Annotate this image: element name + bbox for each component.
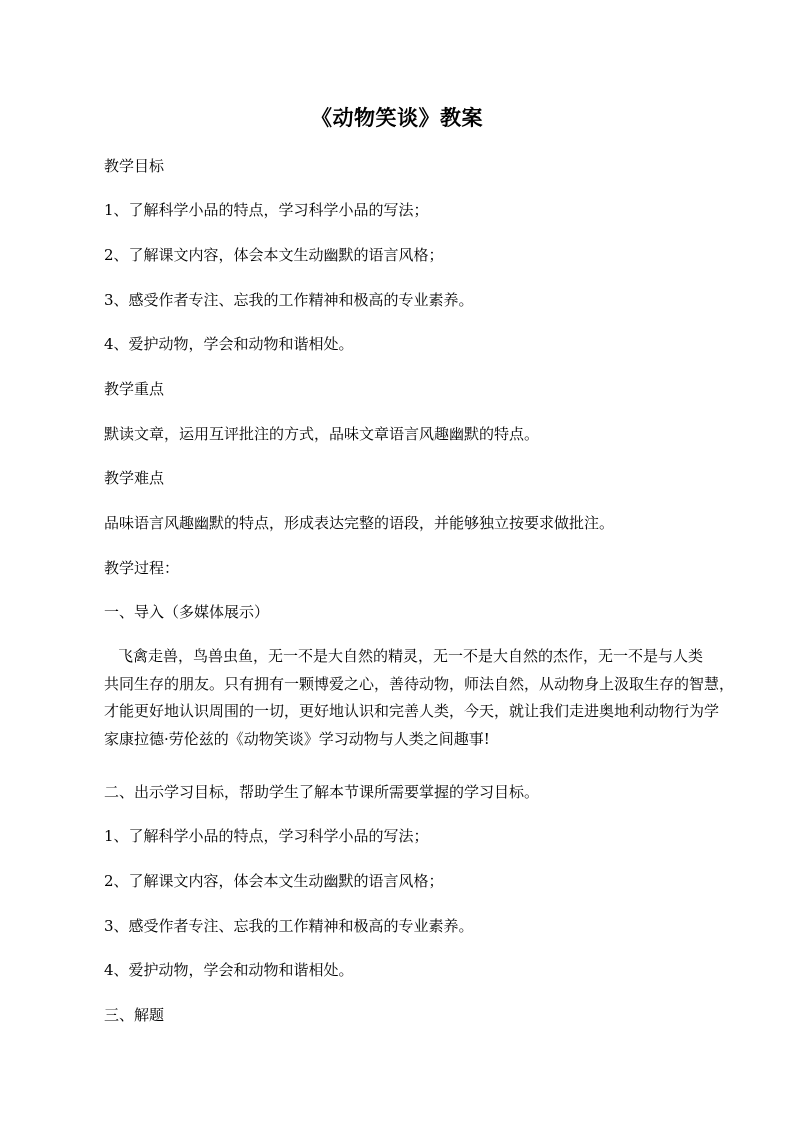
objective-3: 3、感受作者专注、忘我的工作精神和极高的专业素养。 [104, 291, 474, 309]
key-points-text: 默读文章，运用互评批注的方式，品味文章语言风趣幽默的特点。 [104, 425, 540, 443]
objective-repeat-3: 3、感受作者专注、忘我的工作精神和极高的专业素养。 [104, 917, 474, 935]
intro-line-4: 家康拉德·劳伦兹的《动物笑谈》学习动物与人类之间趣事! [104, 729, 490, 748]
intro-line-1: 飞禽走兽，鸟兽虫鱼，无一不是大自然的精灵，无一不是大自然的杰作，无一不是与人类 [118, 647, 704, 665]
section-objectives-heading: 二、出示学习目标，帮助学生了解本节课所需要掌握的学习目标。 [104, 783, 540, 801]
intro-line-3: 才能更好地认识周围的一切，更好地认识和完善人类，今天，就让我们走进奥地利动物行为学 [104, 702, 720, 720]
intro-paragraph [104, 643, 738, 753]
heading-teaching-objectives: 教学目标 [104, 157, 165, 175]
objective-2: 2、了解课文内容，体会本文生动幽默的语言风格； [104, 246, 444, 264]
objective-1: 1、了解科学小品的特点，学习科学小品的写法； [104, 201, 429, 219]
objective-repeat-2: 2、了解课文内容，体会本文生动幽默的语言风格； [104, 872, 444, 890]
heading-key-points: 教学重点 [104, 380, 165, 398]
section-intro-heading: 一、导入（多媒体展示） [104, 603, 270, 621]
document-title: 《动物笑谈》教案 [311, 105, 483, 130]
heading-difficulties: 教学难点 [104, 469, 165, 487]
objective-4: 4、爱护动物，学会和动物和谐相处。 [104, 335, 354, 353]
objective-repeat-1: 1、了解科学小品的特点，学习科学小品的写法； [104, 827, 429, 845]
heading-teaching-process: 教学过程： [104, 559, 180, 577]
intro-line-2: 共同生存的朋友。只有拥有一颗博爱之心，善待动物，师法自然，从动物身上汲取生存的智慧， [104, 674, 735, 693]
section-title-explanation-heading: 三、解题 [104, 1006, 165, 1024]
objective-repeat-4: 4、爱护动物，学会和动物和谐相处。 [104, 961, 354, 979]
difficulties-text: 品味语言风趣幽默的特点，形成表达完整的语段，并能够独立按要求做批注。 [104, 514, 615, 532]
